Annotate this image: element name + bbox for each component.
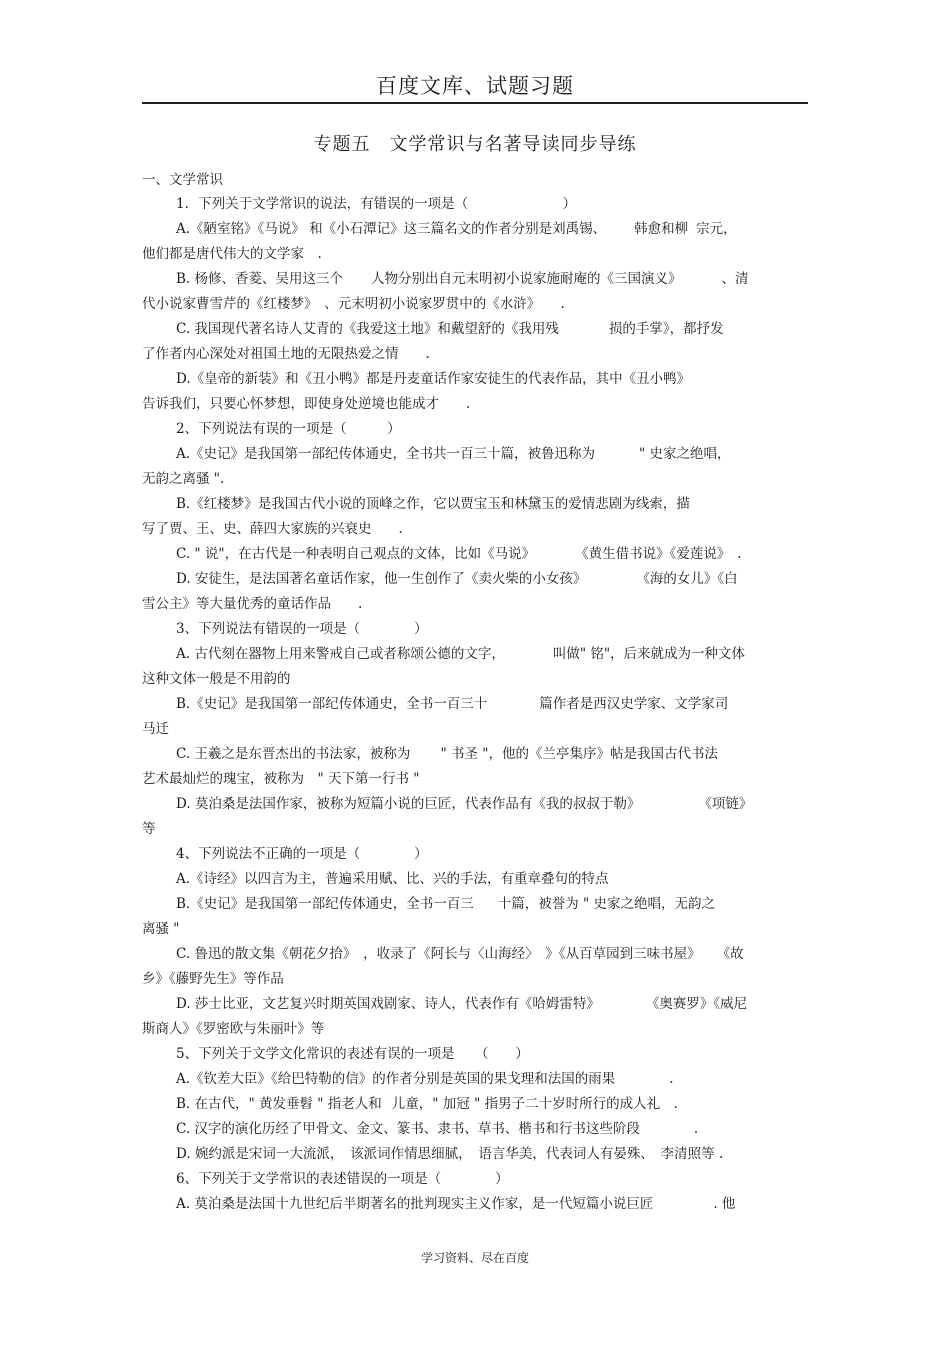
continuation-line: 了作者内心深处对祖国土地的无限热爱之情 . bbox=[142, 346, 430, 362]
text-segment: B. 在古代，" 黄发垂髫 " 指老人和 bbox=[176, 1096, 382, 1112]
text-segment: A. 古代刻在器物上用来警戒自己或者称颂公德的文字， bbox=[176, 646, 505, 662]
q5-option-c: C. 汉字的演化历经了甲骨文、金文、篆书、隶书、草书、楷书和行书这些阶段 . bbox=[176, 1121, 699, 1137]
q1-option-c bbox=[176, 320, 724, 338]
text-segment: C. 鲁迅的散文集《朝花夕拾》 ，收录了《阿长与〈山海经〉 》《从百草园到三味书屋》 bbox=[176, 946, 701, 962]
question-2: 2、下列说法有误的一项是（ ） bbox=[176, 421, 401, 437]
q4-option-c bbox=[176, 945, 744, 963]
continuation-line: 等 bbox=[142, 821, 156, 837]
text-segment: D. 莫泊桑是法国作家，被称为短篇小说的巨匠，代表作品有《我的叔叔于勒》 bbox=[176, 796, 641, 812]
text-segment: 《海的女儿》《白 bbox=[636, 571, 738, 587]
page-footer: 学习资料、尽在百度 bbox=[420, 1251, 529, 1265]
continuation-line: 他们都是唐代伟大的文学家 . bbox=[142, 246, 322, 262]
text-segment: 、清 bbox=[721, 271, 749, 287]
text-segment: 《奥赛罗》《威尼 bbox=[645, 996, 748, 1012]
text-segment: 损的手掌》，都抒发 bbox=[608, 321, 724, 337]
text-segment: A. 莫泊桑是法国十九世纪后半期著名的批判现实主义作家，是一代短篇小说巨匠 bbox=[176, 1196, 654, 1212]
text-segment: 宗元， bbox=[696, 221, 737, 237]
question-4: 4、下列说法不正确的一项是（ ） bbox=[176, 846, 428, 862]
q5-option-d: D. 婉约派是宋词一大流派， 该派词作情思细腻， 语言华美，代表词人有晏殊、 李清照等 . bbox=[176, 1146, 724, 1162]
q3-option-d bbox=[176, 795, 752, 813]
text-segment: C. 我国现代著名诗人艾青的《我爱这土地》和戴望舒的《我用残 bbox=[176, 321, 559, 337]
text-segment: 叫做" 铭"，后来就成为一种文体 bbox=[552, 646, 746, 662]
question-1: 1．下列关于文学常识的说法，有错误的一项是（ ） bbox=[176, 196, 577, 212]
q4-option-a: A.《诗经》以四言为主，普遍采用赋、比、兴的手法，有重章叠句的特点 bbox=[176, 871, 609, 887]
text-segment: 《黄生借书说》《爱莲说》 . bbox=[575, 546, 742, 562]
text-segment: A.《史记》是我国第一部纪传体通史，全书共一百三十篇，被鲁迅称为 bbox=[176, 446, 596, 462]
page-header: 百度文库、试题习题 bbox=[376, 74, 574, 98]
continuation-line: 告诉我们，只要心怀梦想，即使身处逆境也能成才 . bbox=[142, 396, 471, 412]
text-segment: 篇作者是西汉史学家、文学家司 bbox=[539, 696, 729, 712]
text-segment: " 书圣 "，他的《兰亭集序》帖是我国古代书法 bbox=[440, 746, 718, 762]
text-segment: C. " 说"，在古代是一种表明自己观点的文体，比如《马说》 bbox=[176, 546, 536, 562]
header-divider bbox=[142, 102, 808, 104]
question-5: 5、下列关于文学文化常识的表述有误的一项是 （ ） bbox=[176, 1046, 529, 1062]
q1-option-d: D.《皇帝的新装》和《丑小鸭》都是丹麦童话作家安徒生的代表作品，其中《丑小鸭》 bbox=[176, 371, 691, 387]
question-6: 6、下列关于文学常识的表述错误的一项是（ ） bbox=[176, 1171, 509, 1187]
text-segment: C. 王羲之是东晋杰出的书法家，被称为 bbox=[176, 746, 411, 762]
text-segment: 十篇，被誉为 " 史家之绝唱，无韵之 bbox=[497, 896, 716, 912]
q1-option-a bbox=[176, 220, 737, 238]
q4-option-b bbox=[176, 895, 715, 913]
document-title: 专题五 文学常识与名著导读同步导练 bbox=[313, 134, 637, 155]
continuation-line: 这种文体一般是不用韵的 bbox=[142, 671, 291, 687]
continuation-line: 无韵之离骚 ". bbox=[142, 471, 225, 487]
q5-option-b bbox=[176, 1095, 678, 1113]
q2-option-b: B.《红楼梦》是我国古代小说的顶峰之作，它以贾宝玉和林黛玉的爱情悲剧为线索，描 bbox=[176, 496, 690, 512]
continuation-line: 雪公主》等大量优秀的童话作品 . bbox=[142, 596, 363, 612]
question-3: 3、下列说法有错误的一项是（ ） bbox=[176, 621, 428, 637]
text-segment: D. 莎士比亚，文艺复兴时期英国戏剧家、诗人，代表作有《哈姆雷特》 bbox=[176, 996, 600, 1012]
continuation-line: 艺术最灿烂的瑰宝，被称为 " 天下第一行书 " bbox=[142, 771, 420, 787]
q5-option-a: A.《钦差大臣》《给巴特勒的信》的作者分别是英国的果戈理和法国的雨果 . bbox=[176, 1071, 674, 1087]
text-segment: B. 杨修、香菱、吴用这三个 bbox=[176, 271, 344, 287]
q2-option-a bbox=[176, 445, 731, 463]
text-segment: 人物分别出自元末明初小说家施耐庵的《三国演义》 bbox=[371, 271, 682, 287]
q2-option-c bbox=[176, 545, 741, 563]
continuation-line: 马迁 bbox=[142, 721, 169, 737]
section-heading: 一、文学常识 bbox=[142, 172, 223, 188]
q3-option-b bbox=[176, 695, 728, 713]
text-segment: D. 安徒生，是法国著名童话作家，他一生创作了《卖火柴的小女孩》 bbox=[176, 571, 587, 587]
text-segment: 《故 bbox=[716, 946, 744, 962]
continuation-line: 离骚 " bbox=[142, 921, 180, 937]
q2-option-d bbox=[176, 570, 738, 588]
continuation-line: 代小说家曹雪芹的《红楼梦》 、元末明初小说家罗贯中的《水浒》 . bbox=[142, 296, 565, 312]
text-segment: B.《史记》是我国第一部纪传体通史，全书一百三 bbox=[176, 896, 474, 912]
continuation-line: 写了贾、王、史、薛四大家族的兴衰史 . bbox=[142, 521, 403, 537]
text-segment: 韩愈和柳 bbox=[634, 221, 689, 237]
continuation-line: 斯商人》《罗密欧与朱丽叶》等 bbox=[142, 1021, 325, 1037]
q6-option-a bbox=[176, 1195, 735, 1213]
text-segment: . 他 bbox=[713, 1196, 736, 1212]
text-segment: A.《陋室铭》《马说》 和《小石潭记》这三篇名文的作者分别是刘禹锡、 bbox=[176, 221, 607, 237]
q3-option-a bbox=[176, 645, 745, 663]
text-segment: 儿童，" 加冠 " 指男子二十岁时所行的成人礼 . bbox=[391, 1096, 678, 1112]
q3-option-c bbox=[176, 745, 718, 763]
q4-option-d bbox=[176, 995, 747, 1013]
text-segment: 《项链》 bbox=[698, 796, 753, 812]
text-segment: B.《史记》是我国第一部纪传体通史，全书一百三十 bbox=[176, 696, 488, 712]
text-segment: " 史家之绝唱， bbox=[639, 446, 731, 462]
continuation-line: 乡》《藤野先生》等作品 bbox=[142, 971, 284, 987]
q1-option-b bbox=[176, 270, 749, 288]
